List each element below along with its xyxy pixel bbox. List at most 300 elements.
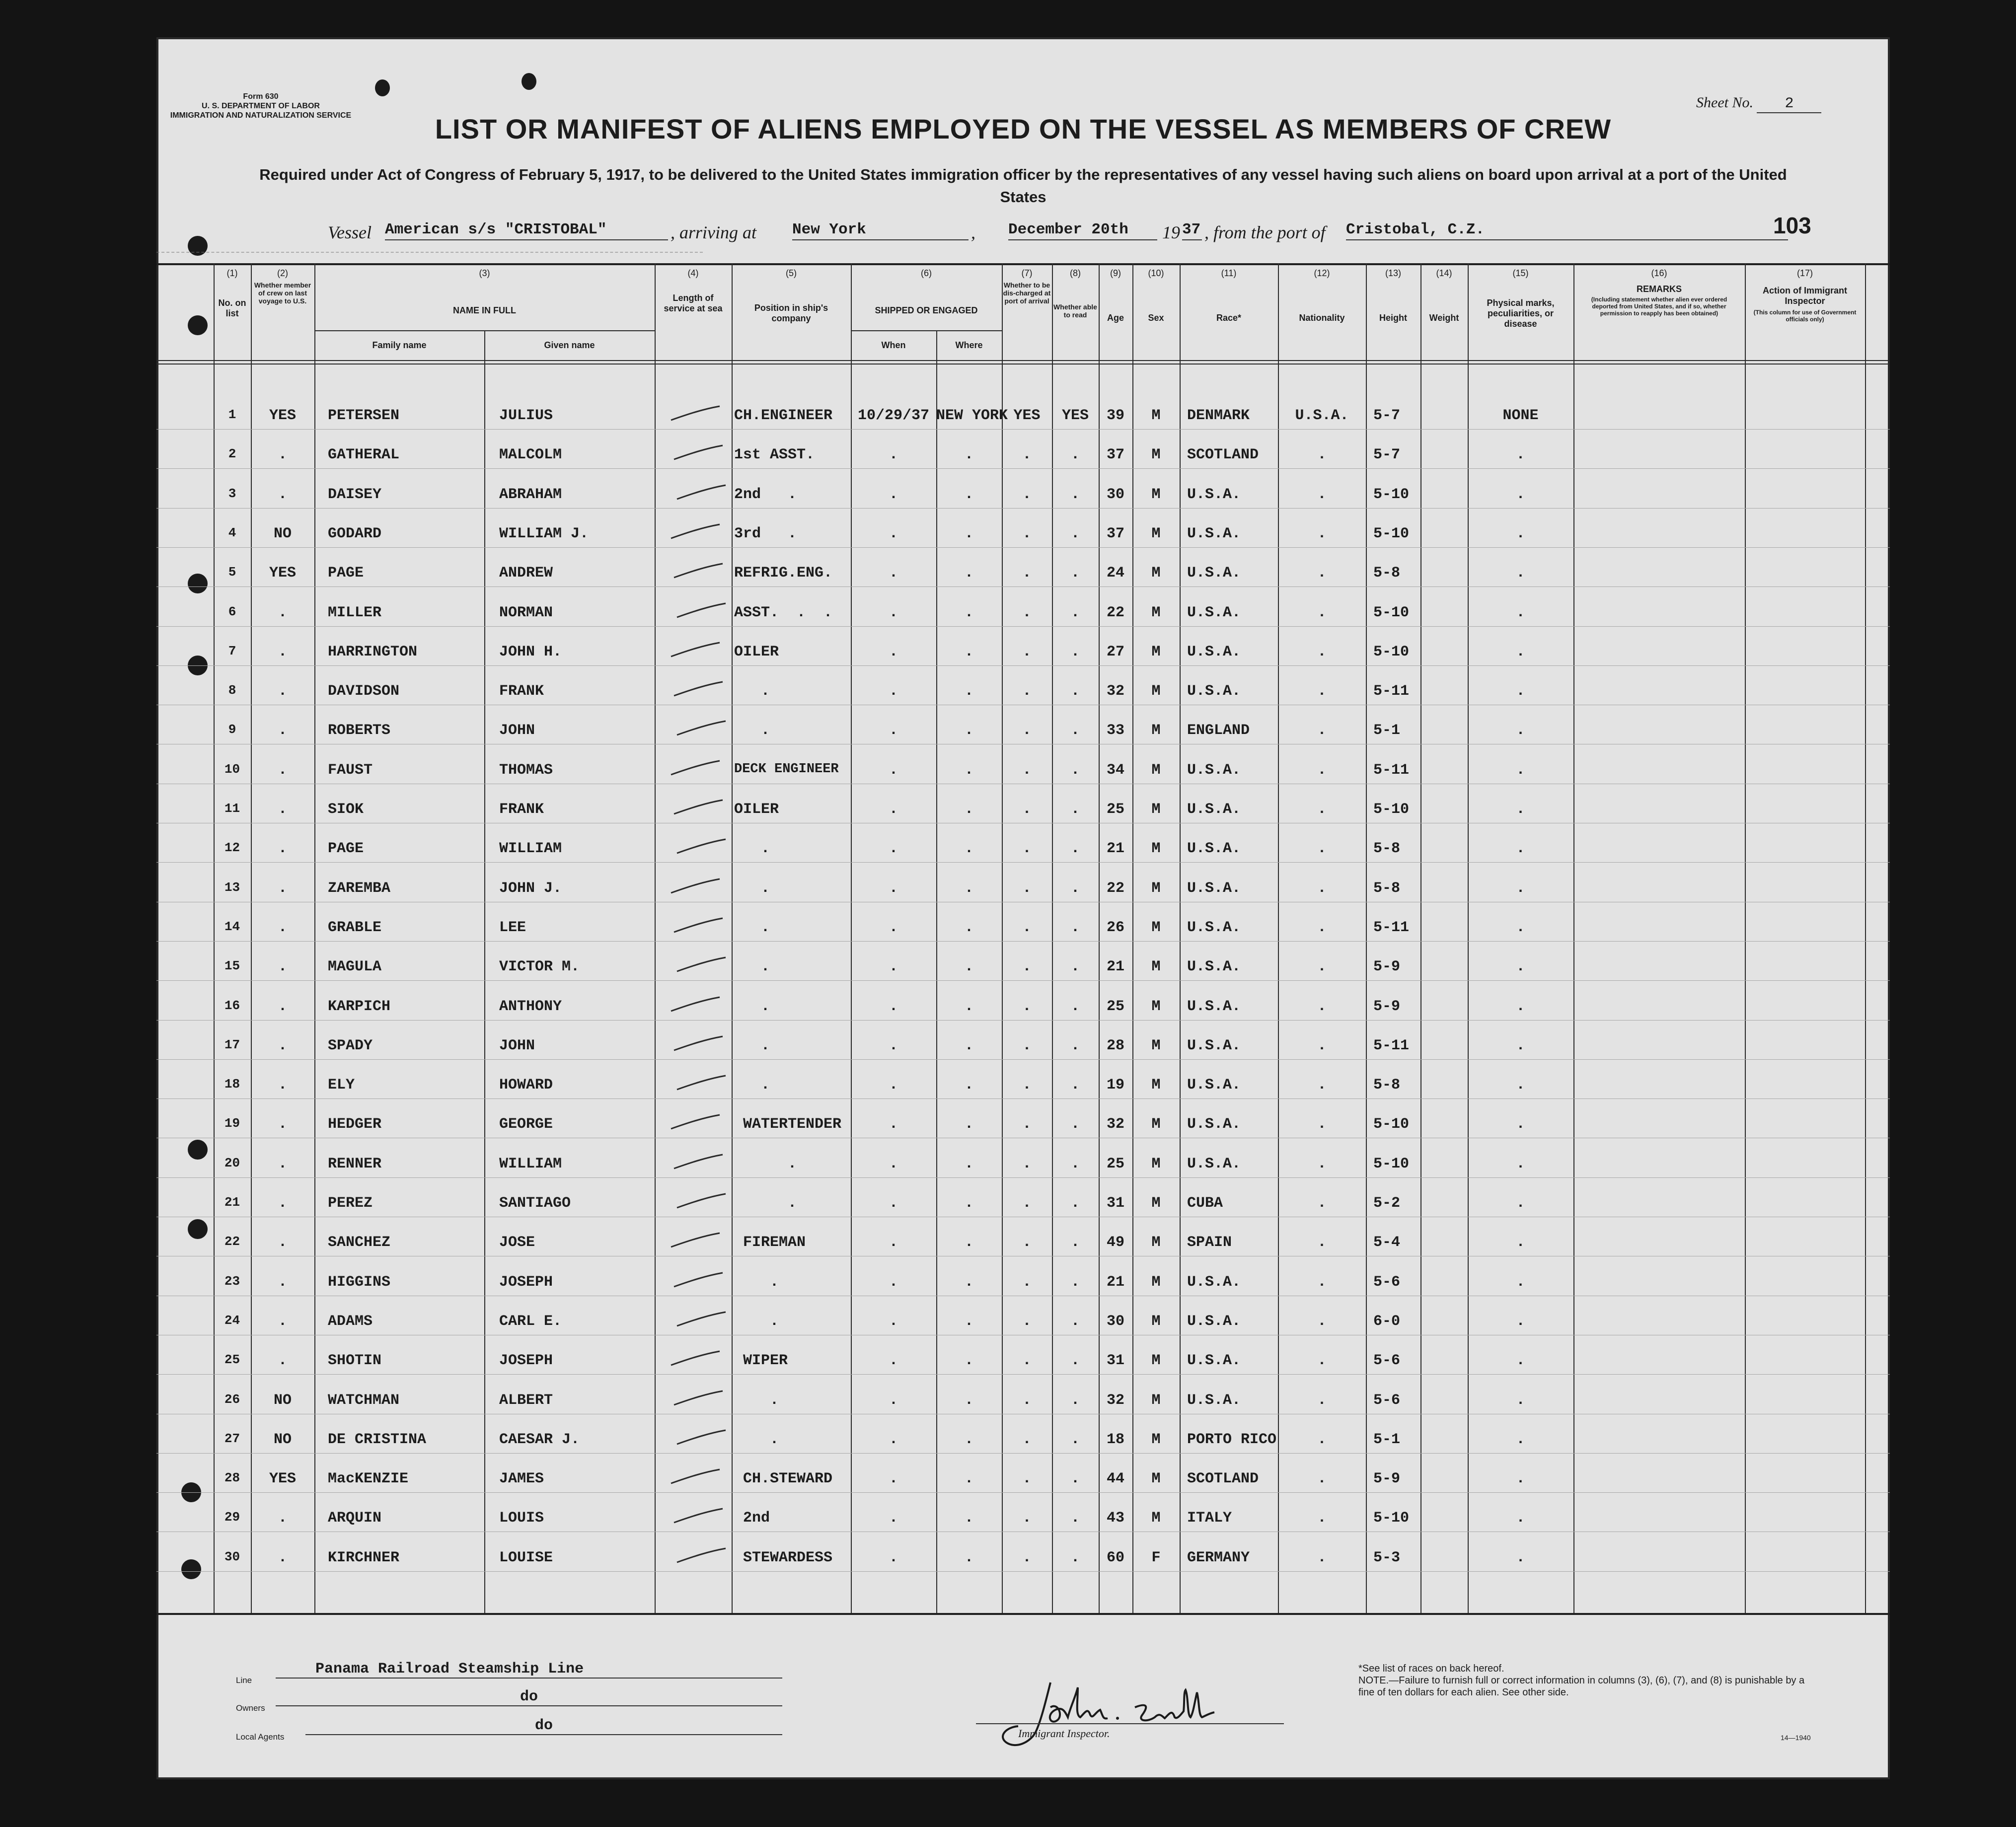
cell-sex: M (1151, 1195, 1161, 1212)
cell-row-number: 13 (224, 879, 240, 895)
cell-row-number: 17 (224, 1037, 240, 1052)
cell-position: . (734, 1037, 770, 1054)
cell-nationality: . (1317, 1077, 1327, 1094)
cell-able-to-read: . (1070, 1116, 1080, 1133)
cell-shipped-where: . (964, 801, 973, 818)
cell-given-name: JOHN H. (499, 643, 562, 660)
cell-physical-marks: . (1516, 565, 1525, 582)
cell-physical-marks: . (1516, 1549, 1525, 1566)
cell-sex: M (1151, 1470, 1161, 1488)
cell-family-name: MILLER (328, 604, 382, 621)
cell-family-name: GODARD (328, 525, 382, 542)
table-row (156, 1234, 1890, 1273)
cell-discharged: . (1022, 1510, 1032, 1527)
cell-shipped-where: . (964, 1195, 973, 1212)
cell-race: U.S.A. (1187, 565, 1241, 582)
table-row (156, 1156, 1890, 1194)
cell-given-name: WILLIAM (499, 1155, 562, 1172)
cell-shipped-when: . (889, 722, 898, 739)
cell-member-last-voyage: . (278, 1077, 287, 1094)
tick-mark-icon (668, 1231, 723, 1249)
cell-position: . (734, 919, 770, 936)
cell-discharged: . (1022, 958, 1032, 976)
cell-shipped-where: . (964, 722, 973, 739)
cell-shipped-when: . (889, 1549, 898, 1566)
table-row (156, 958, 1890, 997)
tick-mark-icon (668, 877, 723, 895)
cell-shipped-where: NEW YORK (936, 407, 1008, 424)
cell-row-number: 8 (228, 683, 236, 698)
cell-row-number: 23 (224, 1273, 240, 1289)
cell-able-to-read: . (1070, 1510, 1080, 1527)
cell-race: U.S.A. (1187, 604, 1241, 621)
cell-height: 5-9 (1373, 1470, 1401, 1488)
form-end-code: 14—1940 (1781, 1734, 1811, 1742)
cell-race: U.S.A. (1187, 1273, 1241, 1291)
cell-physical-marks: . (1516, 446, 1525, 464)
cell-shipped-when: . (889, 801, 898, 818)
cell-shipped-when: . (889, 919, 898, 936)
cell-height: 5-10 (1373, 643, 1410, 660)
cell-row-number: 30 (224, 1549, 240, 1564)
cell-age: 43 (1106, 1510, 1124, 1527)
cell-height: 5-10 (1373, 1116, 1410, 1133)
cell-shipped-where: . (964, 1549, 973, 1566)
cell-nationality: . (1317, 565, 1327, 582)
cell-age: 25 (1106, 801, 1124, 818)
cell-nationality: . (1317, 1234, 1327, 1251)
cell-sex: M (1151, 1352, 1161, 1370)
cell-discharged: . (1022, 1431, 1032, 1448)
col-number: (10) (1148, 268, 1164, 278)
col-number: (7) (1021, 268, 1033, 278)
cell-able-to-read: . (1070, 1549, 1080, 1566)
tick-mark-icon (674, 1192, 729, 1210)
cell-height: 5-1 (1373, 722, 1401, 739)
cell-race: U.S.A. (1187, 1116, 1241, 1133)
table-row (156, 919, 1890, 958)
cell-race: PORTO RICO (1187, 1431, 1277, 1448)
cell-given-name: JOSEPH (499, 1352, 553, 1370)
tick-mark-icon (668, 641, 723, 658)
tick-mark-icon (674, 483, 729, 501)
row-rule (156, 429, 1890, 430)
header-family-name: Family name (372, 340, 427, 350)
cell-row-number: 22 (224, 1234, 240, 1249)
cell-physical-marks: . (1516, 722, 1525, 739)
table-row (156, 998, 1890, 1037)
cell-race: U.S.A. (1187, 1391, 1241, 1409)
cell-member-last-voyage: . (278, 958, 287, 976)
faint-header-line (156, 252, 703, 259)
cell-member-last-voyage: YES (269, 407, 296, 424)
cell-physical-marks: . (1516, 525, 1525, 542)
cell-member-last-voyage: NO (273, 1431, 292, 1448)
cell-shipped-where: . (964, 919, 973, 936)
col-number: (2) (277, 268, 288, 278)
cell-age: 19 (1106, 1077, 1124, 1094)
cell-discharged: . (1022, 1195, 1032, 1212)
table-row (156, 1510, 1890, 1548)
sheet-number (1696, 94, 1821, 113)
cell-discharged: . (1022, 1116, 1032, 1133)
cell-able-to-read: . (1070, 643, 1080, 660)
cell-family-name: HIGGINS (328, 1273, 391, 1291)
cell-member-last-voyage: . (278, 722, 287, 739)
cell-position: . (734, 1273, 779, 1291)
cell-shipped-when: . (889, 643, 898, 660)
cell-position: ASST. . . (734, 604, 833, 621)
cell-nationality: . (1317, 1195, 1327, 1212)
cell-physical-marks: . (1516, 1391, 1525, 1409)
tick-mark-icon (668, 995, 723, 1013)
cell-height: 5-6 (1373, 1273, 1401, 1291)
cell-able-to-read: . (1070, 919, 1080, 936)
cell-family-name: ZAREMBA (328, 879, 391, 897)
cell-discharged: . (1022, 919, 1032, 936)
cell-given-name: ALBERT (499, 1391, 553, 1409)
cell-sex: M (1151, 1037, 1161, 1054)
col-number: (15) (1512, 268, 1529, 278)
cell-age: 30 (1106, 1313, 1124, 1330)
cell-shipped-where: . (964, 643, 973, 660)
cell-member-last-voyage: YES (269, 565, 296, 582)
cell-position: WATERTENDER (734, 1116, 842, 1133)
cell-age: 32 (1106, 1391, 1124, 1409)
cell-row-number: 11 (224, 801, 240, 816)
cell-nationality: . (1317, 1037, 1327, 1054)
cell-shipped-when: . (889, 1195, 898, 1212)
cell-nationality: . (1317, 643, 1327, 660)
cell-age: 25 (1106, 1155, 1124, 1172)
cell-shipped-where: . (964, 604, 973, 621)
cell-row-number: 5 (228, 565, 236, 580)
agents-value: do (305, 1717, 782, 1735)
cell-position: . (734, 1155, 797, 1172)
cell-race: U.S.A. (1187, 958, 1241, 976)
cell-age: 39 (1106, 407, 1124, 424)
cell-age: 21 (1106, 840, 1124, 858)
cell-family-name: MacKENZIE (328, 1470, 409, 1488)
cell-given-name: FRANK (499, 801, 544, 818)
cell-row-number: 27 (224, 1431, 240, 1446)
cell-family-name: PEREZ (328, 1195, 373, 1212)
table-row (156, 644, 1890, 682)
cell-age: 49 (1106, 1234, 1124, 1251)
cell-physical-marks: . (1516, 1273, 1525, 1291)
cell-shipped-when: . (889, 1234, 898, 1251)
cell-nationality: . (1317, 958, 1327, 976)
cell-shipped-when: . (889, 1273, 898, 1291)
cell-physical-marks: . (1516, 1116, 1525, 1133)
cell-shipped-where: . (964, 1352, 973, 1370)
cell-sex: M (1151, 1234, 1161, 1251)
cell-age: 31 (1106, 1195, 1124, 1212)
cell-row-number: 2 (228, 446, 236, 462)
cell-shipped-when: . (889, 1037, 898, 1054)
tick-mark-icon (671, 443, 726, 461)
header-given-name: Given name (544, 340, 595, 350)
cell-age: 28 (1106, 1037, 1124, 1054)
header-height: Height (1379, 313, 1407, 323)
col-number: (17) (1796, 268, 1813, 278)
header-discharged: Whether to be dis-charged at port of arrival (1003, 281, 1051, 305)
punch-hole (522, 73, 536, 90)
cell-physical-marks: . (1516, 1313, 1525, 1330)
cell-able-to-read: . (1070, 1037, 1080, 1054)
header-physical-marks: Physical marks, peculiarities, or disease (1487, 298, 1555, 329)
cell-shipped-when: . (889, 525, 898, 542)
cell-nationality: . (1317, 919, 1327, 936)
cell-able-to-read: . (1070, 1234, 1080, 1251)
cell-height: 5-7 (1373, 407, 1401, 424)
cell-physical-marks: . (1516, 1510, 1525, 1527)
cell-physical-marks: . (1516, 1195, 1525, 1212)
cell-height: 5-11 (1373, 683, 1410, 700)
from-label: , from the port of (1204, 222, 1326, 242)
year-suffix: 37 (1182, 221, 1202, 240)
cell-position: . (734, 958, 770, 976)
cell-shipped-when: . (889, 958, 898, 976)
cell-height: 5-3 (1373, 1549, 1401, 1566)
cell-member-last-voyage: . (278, 1195, 287, 1212)
cell-member-last-voyage: . (278, 919, 287, 936)
cell-shipped-where: . (964, 1155, 973, 1172)
cell-row-number: 29 (224, 1510, 240, 1525)
cell-given-name: SANTIAGO (499, 1195, 571, 1212)
table-row (156, 1274, 1890, 1313)
cell-position: . (734, 1431, 779, 1448)
cell-able-to-read: YES (1061, 407, 1089, 424)
cell-member-last-voyage: . (278, 1234, 287, 1251)
cell-physical-marks: . (1516, 958, 1525, 976)
header-length-of-service: Length of service at sea (664, 293, 723, 313)
cell-nationality: . (1317, 1431, 1327, 1448)
cell-given-name: LOUIS (499, 1510, 544, 1527)
cell-height: 5-11 (1373, 761, 1410, 779)
sheet-number-value: 2 (1757, 95, 1821, 113)
cell-row-number: 25 (224, 1352, 240, 1368)
cell-physical-marks: . (1516, 604, 1525, 621)
cell-height: 5-8 (1373, 1077, 1401, 1094)
table-row (156, 486, 1890, 525)
table-row (156, 762, 1890, 801)
cell-family-name: ADAMS (328, 1313, 373, 1330)
cell-row-number: 21 (224, 1195, 240, 1210)
tick-mark-icon (674, 955, 729, 973)
cell-given-name: THOMAS (499, 761, 553, 779)
cell-member-last-voyage: NO (273, 525, 292, 542)
cell-height: 5-7 (1373, 446, 1401, 464)
cell-race: SCOTLAND (1187, 1470, 1259, 1488)
tick-mark-icon (668, 759, 723, 777)
cell-height: 5-10 (1373, 525, 1410, 542)
footer-notes (1358, 1663, 1805, 1698)
cell-nationality: . (1317, 1549, 1327, 1566)
cell-shipped-when: . (889, 1352, 898, 1370)
tick-mark-icon (668, 1113, 723, 1131)
header-nationality: Nationality (1299, 313, 1345, 323)
table-row (156, 565, 1890, 603)
cell-sex: M (1151, 722, 1161, 739)
cell-shipped-where: . (964, 1116, 973, 1133)
cell-position: . (734, 722, 770, 739)
header-position: Position in ship's company (754, 303, 828, 323)
cell-shipped-when: . (889, 604, 898, 621)
vessel-line: Vessel American s/s "CRISTOBAL" , arriving at New York , December 20th 19 37 , from the port of Cristobal, C.Z. (328, 221, 1788, 246)
cell-shipped-when: 10/29/37 (857, 407, 930, 424)
cell-able-to-read: . (1070, 683, 1080, 700)
manifest-footer (156, 1613, 1890, 1779)
cell-nationality: . (1317, 1313, 1327, 1330)
cell-family-name: HARRINGTON (328, 643, 418, 660)
cell-age: 18 (1106, 1431, 1124, 1448)
cell-discharged: . (1022, 446, 1032, 464)
cell-given-name: FRANK (499, 683, 544, 700)
cell-nationality: . (1317, 604, 1327, 621)
cell-shipped-when: . (889, 998, 898, 1015)
tick-mark-icon (674, 837, 729, 855)
cell-physical-marks: . (1516, 879, 1525, 897)
cell-shipped-when: . (889, 486, 898, 503)
cell-member-last-voyage: . (278, 998, 287, 1015)
cell-position: 2nd . (734, 486, 797, 503)
cell-member-last-voyage: . (278, 486, 287, 503)
header-no-on-list: No. on list (218, 298, 246, 318)
cell-discharged: . (1022, 1470, 1032, 1488)
vessel-name: American s/s "CRISTOBAL" (385, 221, 668, 240)
cell-given-name: NORMAN (499, 604, 553, 621)
cell-age: 27 (1106, 643, 1124, 660)
table-row (156, 1313, 1890, 1352)
cell-race: GERMANY (1187, 1549, 1250, 1566)
cell-sex: M (1151, 840, 1161, 858)
header-remarks-note: (Including statement whether alien ever ordered deported from United States, and if so, whether permission to reapply has been obtained) (1591, 296, 1727, 317)
cell-position: STEWARDESS (734, 1549, 833, 1566)
arriving-port: New York (792, 221, 969, 240)
cell-able-to-read: . (1070, 801, 1080, 818)
cell-physical-marks: . (1516, 761, 1525, 779)
table-row (156, 683, 1890, 722)
cell-family-name: RENNER (328, 1155, 382, 1172)
cell-row-number: 7 (228, 643, 236, 658)
tick-mark-icon (674, 1310, 729, 1328)
cell-discharged: YES (1013, 407, 1041, 424)
cell-discharged: . (1022, 1155, 1032, 1172)
cell-height: 5-10 (1373, 1155, 1410, 1172)
table-row (156, 1116, 1890, 1155)
cell-shipped-where: . (964, 1234, 973, 1251)
row-rule (156, 1571, 1890, 1572)
cell-position: . (734, 683, 770, 700)
cell-able-to-read: . (1070, 565, 1080, 582)
cell-nationality: . (1317, 761, 1327, 779)
from-port: Cristobal, C.Z. (1346, 221, 1788, 240)
inspector-label: Immigrant Inspector. (1018, 1727, 1110, 1740)
tick-mark-icon (674, 601, 729, 619)
cell-discharged: . (1022, 761, 1032, 779)
cell-sex: M (1151, 1391, 1161, 1409)
cell-height: 5-1 (1373, 1431, 1401, 1448)
cell-family-name: SHOTIN (328, 1352, 382, 1370)
cell-given-name: WILLIAM (499, 840, 562, 858)
cell-given-name: WILLIAM J. (499, 525, 589, 542)
cell-race: ITALY (1187, 1510, 1232, 1527)
cell-member-last-voyage: . (278, 1313, 287, 1330)
cell-sex: F (1151, 1549, 1161, 1566)
cell-race: U.S.A. (1187, 486, 1241, 503)
cell-shipped-where: . (964, 1037, 973, 1054)
cell-height: 5-10 (1373, 801, 1410, 818)
cell-given-name: ANDREW (499, 565, 553, 582)
cell-row-number: 19 (224, 1116, 240, 1131)
cell-family-name: SIOK (328, 801, 364, 818)
cell-sex: M (1151, 1077, 1161, 1094)
cell-physical-marks: . (1516, 1352, 1525, 1370)
header-age: Age (1107, 313, 1124, 323)
cell-given-name: GEORGE (499, 1116, 553, 1133)
cell-able-to-read: . (1070, 958, 1080, 976)
cell-height: 5-6 (1373, 1352, 1401, 1370)
row-rule (156, 1492, 1890, 1493)
cell-sex: M (1151, 801, 1161, 818)
row-rule (156, 1059, 1890, 1060)
cell-shipped-when: . (889, 879, 898, 897)
crew-table (156, 263, 1890, 1613)
inspector-signature (976, 1668, 1284, 1757)
line-value: Panama Railroad Steamship Line (276, 1661, 782, 1679)
cell-shipped-where: . (964, 1510, 973, 1527)
cell-position: . (734, 1313, 779, 1330)
col-number: (4) (687, 268, 699, 278)
cell-nationality: . (1317, 683, 1327, 700)
cell-height: 5-10 (1373, 1510, 1410, 1527)
cell-row-number: 12 (224, 840, 240, 856)
tick-mark-icon (671, 1034, 726, 1052)
cell-height: 5-11 (1373, 919, 1410, 936)
row-rule (156, 1374, 1890, 1375)
agents-label: Local Agents (236, 1732, 285, 1742)
table-row (156, 1037, 1890, 1076)
header-bottom-rule-2 (156, 364, 1890, 365)
cell-family-name: MAGULA (328, 958, 382, 976)
cell-position: . (734, 1391, 779, 1409)
cell-given-name: JOSE (499, 1234, 535, 1251)
tick-mark-icon (671, 1153, 726, 1170)
cell-nationality: . (1317, 722, 1327, 739)
cell-row-number: 15 (224, 958, 240, 974)
cell-height: 5-6 (1373, 1391, 1401, 1409)
cell-height: 5-8 (1373, 565, 1401, 582)
cell-family-name: GATHERAL (328, 446, 400, 464)
tick-mark-icon (668, 1349, 723, 1367)
col-number: (14) (1436, 268, 1452, 278)
cell-discharged: . (1022, 643, 1032, 660)
cell-discharged: . (1022, 1077, 1032, 1094)
cell-age: 25 (1106, 998, 1124, 1015)
row-rule (156, 468, 1890, 469)
cell-sex: M (1151, 1155, 1161, 1172)
cell-physical-marks: . (1516, 998, 1525, 1015)
cell-sex: M (1151, 604, 1161, 621)
cell-height: 5-8 (1373, 840, 1401, 858)
cell-given-name: HOWARD (499, 1077, 553, 1094)
cell-physical-marks: . (1516, 643, 1525, 660)
cell-family-name: GRABLE (328, 919, 382, 936)
row-rule (156, 1020, 1890, 1021)
cell-row-number: 9 (228, 722, 236, 737)
cell-able-to-read: . (1070, 1431, 1080, 1448)
